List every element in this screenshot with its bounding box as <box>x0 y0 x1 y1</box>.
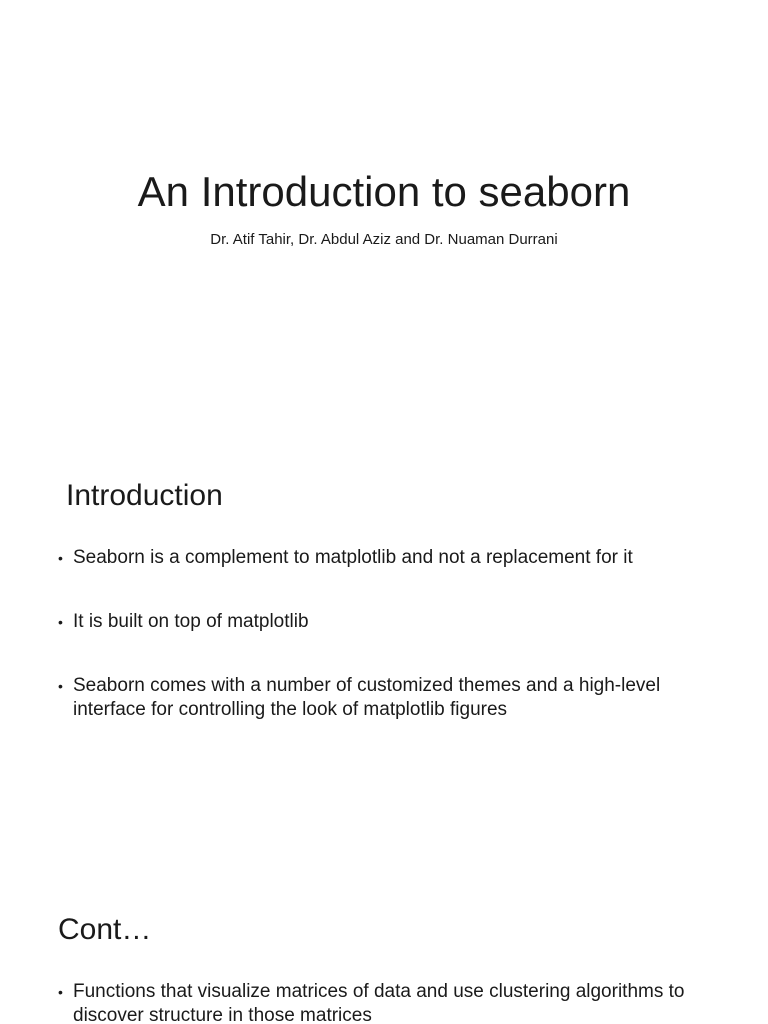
bullet-item <box>58 980 738 1024</box>
bullet-icon: • <box>58 550 63 566</box>
introduction-slide <box>0 432 768 862</box>
bullet-text: Seaborn comes with a number of customized themes and a high-level interface for controlling the look of matplotlib figures <box>73 675 661 720</box>
slide-title: An Introduction to seaborn <box>137 168 631 215</box>
bullet-list <box>58 546 738 722</box>
bullet-item <box>58 546 738 570</box>
bullet-item <box>58 610 738 634</box>
slide-authors: Dr. Atif Tahir, Dr. Abdul Aziz and Dr. Nuaman Durrani <box>210 231 558 248</box>
bullet-item <box>58 674 738 722</box>
bullet-text: Functions that visualize matrices of data and use clustering algorithms to discover structure in those matrices <box>73 981 685 1024</box>
slide-heading: Cont… <box>58 913 152 946</box>
continued-slide <box>0 862 768 1024</box>
title-slide <box>0 0 768 432</box>
bullet-icon: • <box>58 614 63 630</box>
bullet-text: Seaborn is a complement to matplotlib and not a replacement for it <box>73 547 633 568</box>
bullet-icon: • <box>58 984 63 1000</box>
bullet-text: It is built on top of matplotlib <box>73 611 309 632</box>
bullet-list <box>58 980 738 1024</box>
bullet-icon: • <box>58 678 63 694</box>
slide-heading: Introduction <box>66 479 223 512</box>
